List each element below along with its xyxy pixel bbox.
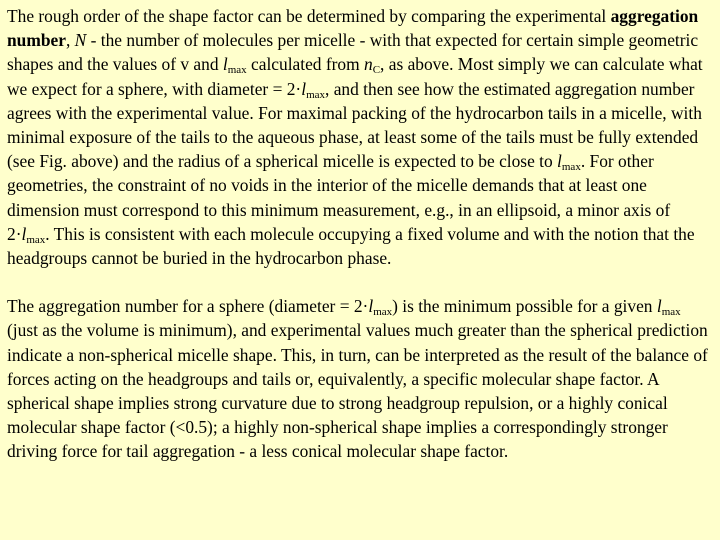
subscript-C: C bbox=[372, 64, 381, 77]
subscript-max: max bbox=[227, 64, 247, 77]
text-run: The rough order of the shape factor can be determined by comparing the experimental bbox=[7, 6, 611, 26]
subscript-max: max bbox=[26, 233, 46, 246]
text-run: ) is the minimum possible for a given bbox=[392, 296, 657, 317]
subscript-max: max bbox=[561, 161, 581, 174]
variable-N: N bbox=[74, 30, 87, 51]
variable-n: n bbox=[364, 54, 373, 75]
text-run: - the number of molecules per micelle - with that expected for certain simple geometric shapes and the values of v and bbox=[7, 30, 699, 75]
variable-l: l bbox=[222, 54, 228, 75]
text-run: calculated from bbox=[246, 54, 364, 75]
variable-l: l bbox=[557, 151, 562, 172]
variable-l: l bbox=[301, 78, 307, 99]
variable-l: l bbox=[368, 296, 374, 317]
subscript-max: max bbox=[661, 306, 681, 319]
text-run: . For other geometries, the constraint of no voids in the interior of the micelle demands that at least one dimension must correspond to this minimum measurement, e.g., in an ellipsoid, a minor axis of 2· bbox=[7, 151, 671, 244]
text-run: . This is consistent with each molecule occupying a fixed volume and with the notion that the headgroups cannot be buried in the hydrocarbon phase. bbox=[7, 223, 695, 269]
paragraph-1 bbox=[7, 4, 714, 270]
variable-l: l bbox=[656, 296, 662, 317]
text-run: (just as the volume is minimum), and experimental values much greater than the spherical prediction indicate a non-spherical micelle shape. This, in turn, can be interpreted as the result of the balance of forces acting on the headgroups and tails or, equivalently, a specific molecular shape factor. A spherical shape implies strong curvature due to strong headgroup repulsion, or a highly conical molecular shape factor (<0.5); a highly non-spherical shape implies a correspondingly stronger driving force for tail aggregation - a less conical molecular shape factor. bbox=[7, 320, 708, 462]
paragraph-2 bbox=[7, 294, 714, 463]
subscript-max: max bbox=[373, 306, 393, 319]
text-run: The aggregation number for a sphere (diameter = 2· bbox=[7, 296, 369, 317]
term-aggregation-number: aggregation number bbox=[7, 6, 699, 51]
text-run: , as above. Most simply we can calculate what we expect for a sphere, with diameter = 2· bbox=[7, 54, 703, 99]
text-run: , and then see how the estimated aggregation number agrees with the experimental value. For maximal packing of the hydrocarbon tails in a micelle, with minimal exposure of the tails to the aqueous phase, at least some of the tails must be fully extended (see Fig. above) and the radius of a spherical micelle is expected to be close to bbox=[7, 78, 702, 172]
subscript-max: max bbox=[306, 88, 326, 101]
variable-l: l bbox=[21, 223, 27, 244]
text-run: , bbox=[65, 30, 75, 51]
